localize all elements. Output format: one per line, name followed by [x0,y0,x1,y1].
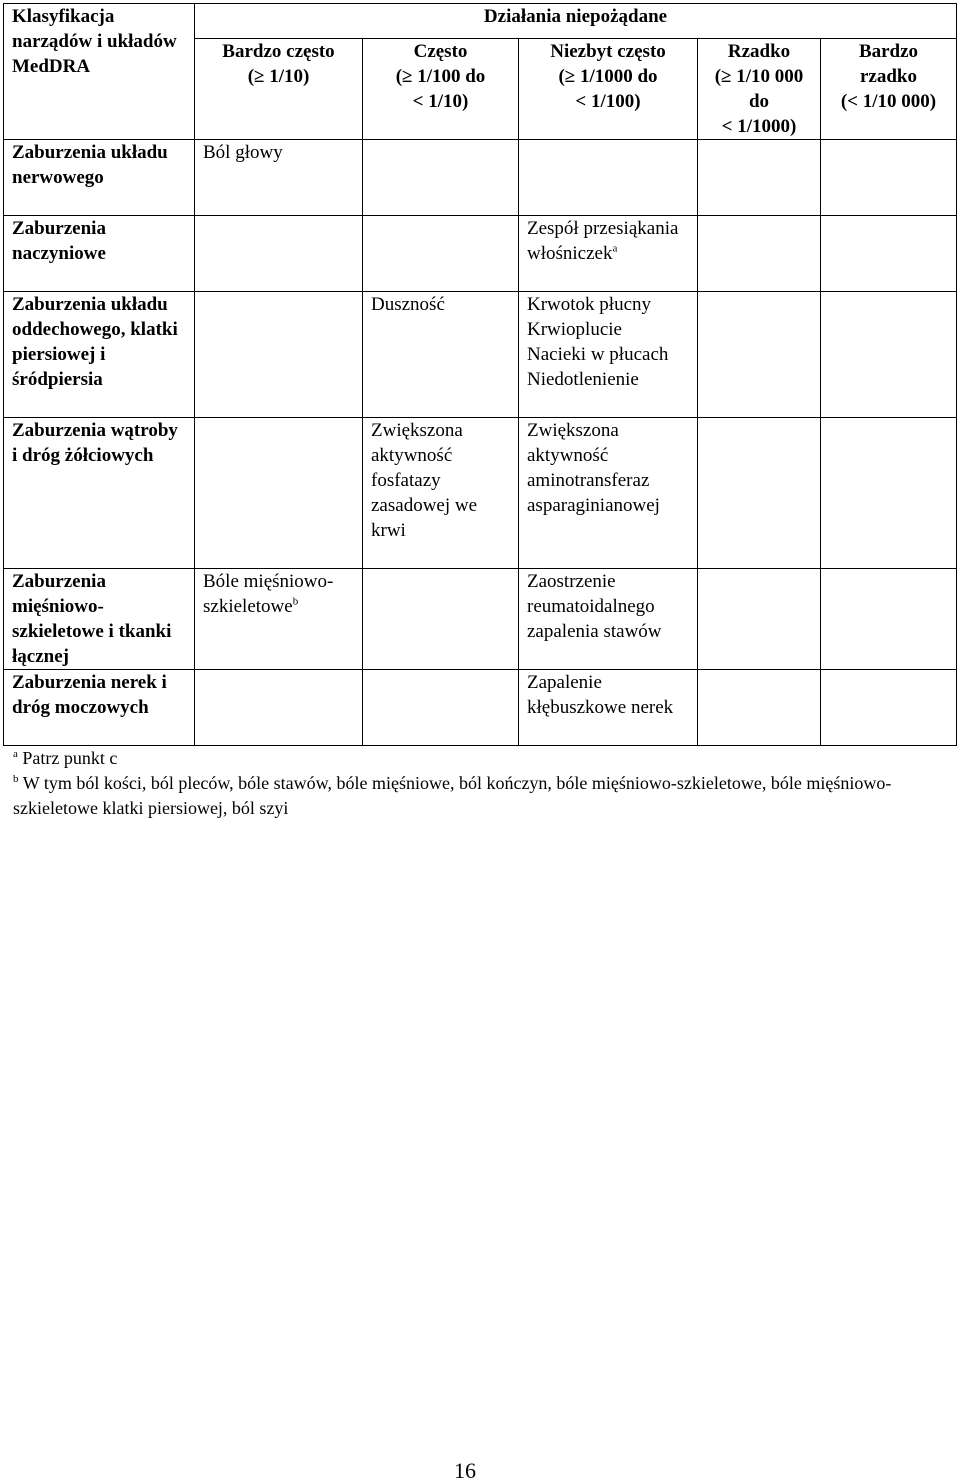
reaction-cell [363,418,519,569]
reaction-cell [821,418,957,569]
reaction-cell [195,292,363,418]
reaction-text: Zwiększona aktywność fosfatazy zasadowej we krwi [371,420,478,541]
reaction-cell [363,216,519,292]
header-soc: Klasyfikacja narządów i układów MedDRA [4,4,195,140]
page-number: 16 [454,1458,476,1483]
header-frequency: Bardzo często (≥ 1/10) [195,39,363,140]
adverse-reactions-table [3,3,957,746]
reaction-cell [519,569,698,670]
header-frequency: Bardzo rzadko (< 1/10 000) [821,39,957,140]
reaction-text: Zapalenie kłębuszkowe nerek [527,672,674,718]
header-frequency: Rzadko (≥ 1/10 000 do < 1/1000) [698,39,821,140]
reaction-cell [698,418,821,569]
header-adverse-reactions: Działania niepożądane [195,4,957,39]
footnote [13,771,953,821]
reaction-cell [519,292,698,418]
soc-cell: Zaburzenia wątroby i dróg żółciowych [4,418,195,569]
reaction-cell [698,292,821,418]
table-row [4,569,957,670]
reaction-cell [821,140,957,216]
reaction-cell [195,216,363,292]
table-row [4,140,957,216]
reaction-cell [519,418,698,569]
soc-cell: Zaburzenia układu oddechowego, klatki piersiowej i śródpiersia [4,292,195,418]
soc-cell: Zaburzenia naczyniowe [4,216,195,292]
table-row [4,216,957,292]
reaction-cell [821,569,957,670]
table-row [4,292,957,418]
soc-cell: Zaburzenia nerek i dróg moczowych [4,670,195,746]
soc-cell: Zaburzenia układu nerwowego [4,140,195,216]
reaction-cell [363,292,519,418]
reaction-text: Krwotok płucny Krwioplucie Nacieki w płucach Niedotlenienie [527,294,669,390]
footnote-text: W tym ból kości, ból pleców, bóle stawów, bóle mięśniowe, ból kończyn, bóle mięśniowo-szkieletowe, bóle mięśniowo-szkieletowe klatki piersiowej, ból szyi [13,773,892,818]
reaction-cell [363,140,519,216]
reaction-cell [821,292,957,418]
reaction-cell [195,670,363,746]
table-row [4,670,957,746]
reaction-cell [519,216,698,292]
header-frequency: Niezbyt często (≥ 1/1000 do < 1/100) [519,39,698,140]
footnote-marker: a [612,242,618,255]
table-row [4,418,957,569]
reaction-text: Ból głowy [203,142,283,163]
reaction-text: Duszność [371,294,445,315]
footnote-marker: b [292,595,299,608]
footnote-mark: b [13,773,19,785]
reaction-cell [821,216,957,292]
reaction-text: Zwiększona aktywność aminotransferaz asparaginianowej [527,420,660,516]
footnote-text: Patrz punkt c [22,748,118,768]
reaction-cell [821,670,957,746]
footnote-mark: a [13,748,18,760]
reaction-cell [519,670,698,746]
reaction-cell [363,569,519,670]
reaction-cell [698,670,821,746]
header-frequency: Często (≥ 1/100 do < 1/10) [363,39,519,140]
reaction-cell [698,569,821,670]
reaction-cell [195,418,363,569]
header-row-group [4,4,957,39]
reaction-cell [519,140,698,216]
reaction-text: Bóle mięśniowo-szkieletowe [203,571,334,617]
footnotes [13,746,953,821]
footnote [13,746,953,771]
reaction-cell [698,216,821,292]
reaction-text: Zaostrzenie reumatoidalnego zapalenia stawów [527,571,662,642]
reaction-cell [195,569,363,670]
reaction-cell [698,140,821,216]
reaction-cell [363,670,519,746]
reaction-cell [195,140,363,216]
reaction-text: Zespół przesiąkania włośniczek [527,218,679,264]
soc-cell: Zaburzenia mięśniowo-szkieletowe i tkanki łącznej [4,569,195,670]
